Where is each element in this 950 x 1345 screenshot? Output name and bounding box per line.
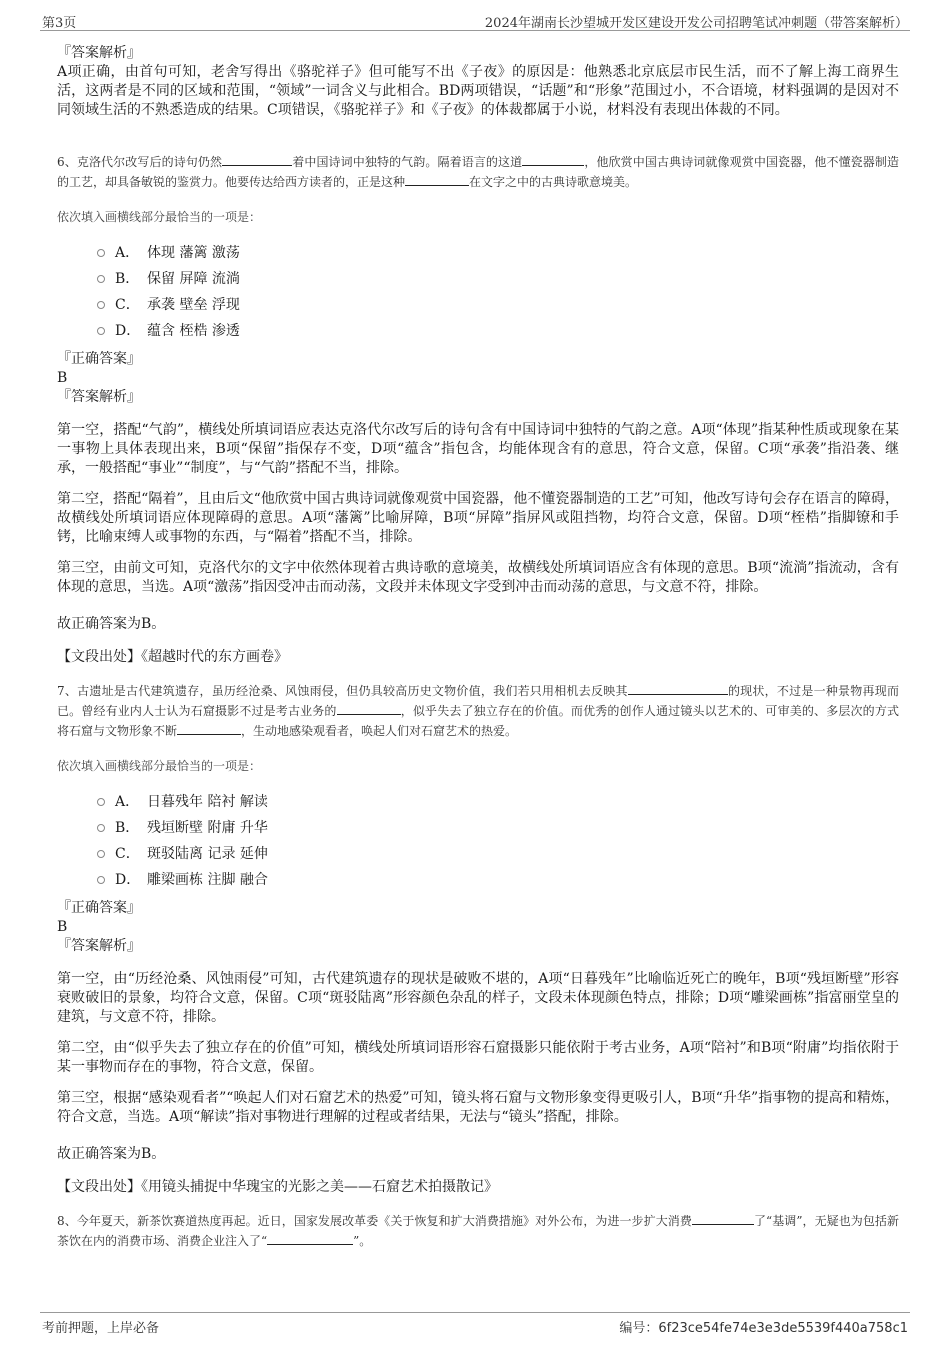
- radio-icon[interactable]: [97, 876, 105, 884]
- question-prompt: 依次填入画横线部分最恰当的一项是：: [57, 210, 262, 224]
- fill-blank: [628, 682, 728, 695]
- correct-answer: B: [57, 370, 68, 386]
- document-title: 2024年湖南长沙望城开发区建设开发公司招聘笔试冲刺题（带答案解析）: [484, 16, 908, 31]
- option-list: [57, 240, 899, 344]
- option-b[interactable]: B． 保留 屏障 流淌: [97, 266, 899, 292]
- fill-blank: [692, 1212, 754, 1225]
- correct-answer: B: [57, 919, 68, 935]
- fill-blank: [522, 153, 584, 166]
- document-id: 编号：6f23ce54fe74e3e3de5539f440a758c1: [619, 1321, 908, 1336]
- question-stem: 7、古遗址是古代建筑遗存，虽历经沧桑、风蚀雨侵，但仍具较高历史文物价值，我们若只用相机去反映其 的现状，不过是一种景物再现而已。曾经有业内人士认为石窟摄影不过是考古业务的 ，似乎失去了独立存在的价值。而优秀的创作人通过镜头以艺术的、可审美的、多层次的方式将石窟与文物形象不断 ，生动地感染观看者，唤起人们对石窟艺术的热爱。: [57, 684, 899, 738]
- page-content: [57, 44, 899, 1251]
- correct-answer-label: 『正确答案』: [57, 900, 141, 916]
- fill-blank: [337, 702, 401, 715]
- radio-icon[interactable]: [97, 850, 105, 858]
- fill-blank: [222, 153, 292, 166]
- radio-icon[interactable]: [97, 327, 105, 335]
- analysis-text: A项正确，由首句可知，老舍写得出《骆驼祥子》但可能写不出《子夜》的原因是：他熟悉北京底层市民生活，而不了解上海工商界生活，这两者是不同的区域和范围，“领域”一词含义与此相合。BD两项错误，“话题”和“形象”范围过小，不合语境，材料强调的是因对不同领域生活的不熟悉造成的结果。C项错误，《骆驼祥子》和《子夜》的体裁都属于小说，材料没有表现出体裁的不同。: [57, 64, 899, 118]
- radio-icon[interactable]: [97, 824, 105, 832]
- option-d[interactable]: D． 蕴含 桎梏 渗透: [97, 318, 899, 344]
- fill-blank: [267, 1232, 353, 1245]
- question-stem: 8、今年夏天，新茶饮赛道热度再起。近日，国家发展改革委《关于恢复和扩大消费措施》对外公布，为进一步扩大消费 了“基调”，无疑也为包括新茶饮在内的消费市场、消费企业注入了“ ”。: [57, 1214, 899, 1248]
- option-a[interactable]: A． 日暮残年 陪衬 解读: [97, 789, 899, 815]
- option-a[interactable]: A． 体现 藩篱 激荡: [97, 240, 899, 266]
- analysis-label: 『答案解析』: [57, 389, 141, 405]
- analysis-paragraph: 第一空，由“历经沧桑、风蚀雨侵”可知，古代建筑遗存的现状是破败不堪的，A项“日暮残年”比喻临近死亡的晚年，B项“残垣断壁”形容衰败破旧的景象，均符合文意，保留。C项“斑驳陆离”形容颜色杂乱的样子，文段未体现颜色特点，排除；D项“雕梁画栋”指富丽堂皇的建筑，与文意不符，排除。: [57, 971, 899, 1025]
- analysis-paragraph: 第三空，由前文可知，克洛代尔的文字中依然体现着古典诗歌的意境美，故横线处所填词语应含有体现的意思。B项“流淌”指流动，含有体现的意思，当选。A项“激荡”指因受冲击而动荡，文段并未体现文字受到冲击而动荡的意思，与文意不符，排除。: [57, 560, 899, 595]
- page-header: [40, 10, 910, 31]
- option-d[interactable]: D． 雕梁画栋 注脚 融合: [97, 867, 899, 893]
- analysis-label: 『答案解析』: [57, 45, 141, 61]
- analysis-label: 『答案解析』: [57, 938, 141, 954]
- radio-icon[interactable]: [97, 798, 105, 806]
- correct-answer-label: 『正确答案』: [57, 351, 141, 367]
- radio-icon[interactable]: [97, 301, 105, 309]
- page-number: 第3页: [42, 16, 77, 31]
- option-list: [57, 789, 899, 893]
- analysis-paragraph: 第一空，搭配“气韵”，横线处所填词语应表达克洛代尔改写后的诗句含有中国诗词中独特的气韵之意。A项“体现”指某种性质或现象在某一事物上具体表现出来，B项“保留”指保存不变，D项“蕴含”指包含，均能体现含有的意思，符合文意，保留。C项“承袭”指沿袭、继承，一般搭配“事业”“制度”，与“气韵”搭配不当，排除。: [57, 422, 899, 476]
- radio-icon[interactable]: [97, 249, 105, 257]
- analysis-paragraph: 第二空，搭配“隔着”，且由后文“他欣赏中国古典诗词就像观赏中国瓷器，他不懂瓷器制造的工艺”可知，他改写诗句会存在语言的障碍，故横线处所填词语应体现障碍的意思。A项“藩篱”比喻屏障，B项“屏障”指屏风或阻挡物，均符合文意，保留。D项“桎梏”指脚镣和手铐，比喻束缚人或事物的东西，与“隔着”搭配不当，排除。: [57, 491, 899, 545]
- question-stem: 6、克洛代尔改写后的诗句仍然 着中国诗词中独特的气韵。隔着语言的这道 ，他欣赏中国古典诗词就像观赏中国瓷器，他不懂瓷器制造的工艺，却具备敏锐的鉴赏力。他要传达给西方读者的，正是这种 在文字之中的古典诗歌意境美。: [57, 155, 899, 189]
- option-c[interactable]: C． 承袭 壁垒 浮现: [97, 292, 899, 318]
- analysis-paragraph: 第二空，由“似乎失去了独立存在的价值”可知，横线处所填词语形容石窟摄影只能依附于考古业务，A项“陪衬”和B项“附庸”均指依附于某一事物而存在的事物，符合文意，保留。: [57, 1040, 899, 1075]
- conclusion: 故正确答案为B。: [57, 616, 166, 632]
- footer-slogan: 考前押题，上岸必备: [42, 1321, 160, 1336]
- conclusion: 故正确答案为B。: [57, 1146, 166, 1162]
- option-c[interactable]: C． 斑驳陆离 记录 延伸: [97, 841, 899, 867]
- source-citation: 【文段出处】《用镜头捕捉中华瑰宝的光影之美——石窟艺术拍摄散记》: [57, 1179, 498, 1195]
- question-prompt: 依次填入画横线部分最恰当的一项是：: [57, 759, 262, 773]
- analysis-paragraph: 第三空，根据“感染观看者”“唤起人们对石窟艺术的热爱”可知，镜头将石窟与文物形象变得更吸引人，B项“升华”指事物的提高和精炼，符合文意，当选。A项“解读”指对事物进行理解的过程或者结果，无法与“镜头”搭配，排除。: [57, 1090, 899, 1125]
- fill-blank: [177, 722, 241, 735]
- fill-blank: [405, 173, 469, 186]
- option-b[interactable]: B． 残垣断壁 附庸 升华: [97, 815, 899, 841]
- radio-icon[interactable]: [97, 275, 105, 283]
- source-citation: 【文段出处】《超越时代的东方画卷》: [57, 649, 288, 665]
- page-footer: [40, 1312, 910, 1335]
